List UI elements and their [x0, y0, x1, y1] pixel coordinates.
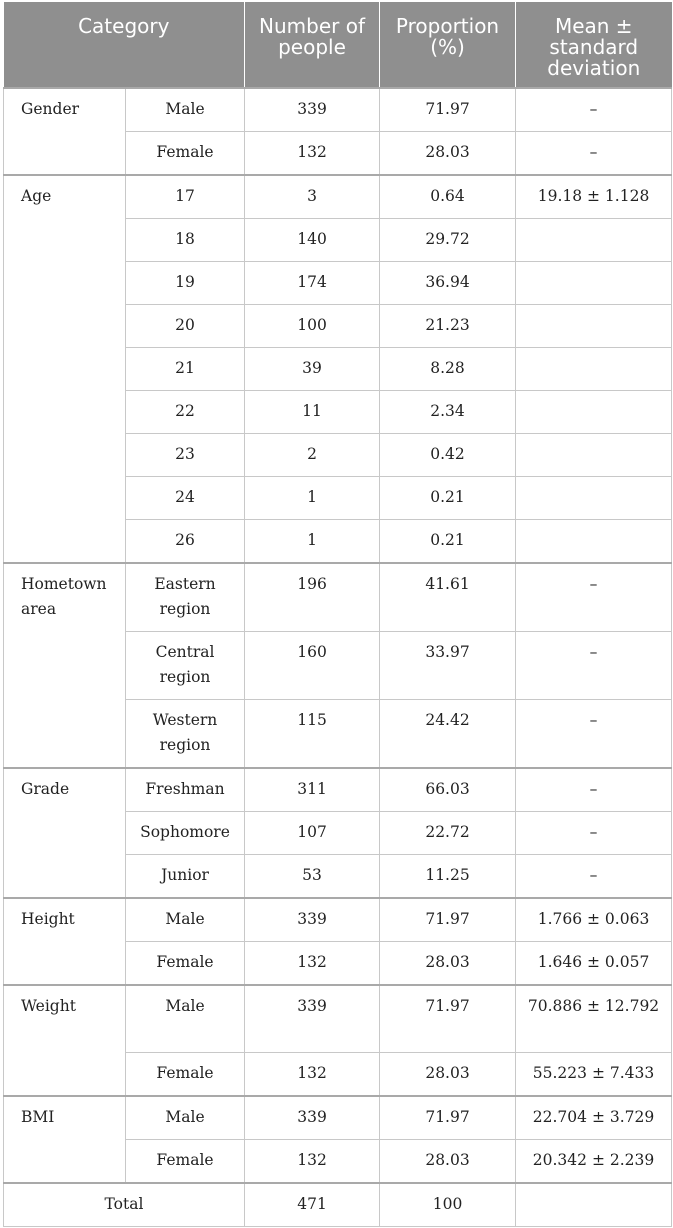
proportion-cell: 28.03: [380, 1139, 516, 1183]
proportion-cell: 24.42: [380, 700, 516, 769]
subcategory-cell: 26: [126, 520, 245, 564]
proportion-cell: 71.97: [380, 898, 516, 942]
table-row: [4, 898, 672, 942]
category-weight: Weight: [4, 985, 126, 1096]
subcategory-cell: Freshman: [126, 768, 245, 812]
mean-cell: [516, 391, 672, 434]
mean-cell: –: [516, 855, 672, 899]
subcategory-cell: Female: [126, 1139, 245, 1183]
subcategory-cell: 20: [126, 305, 245, 348]
proportion-cell: 21.23: [380, 305, 516, 348]
mean-cell: [516, 219, 672, 262]
subcategory-cell: Eastern region: [126, 563, 245, 632]
mean-cell: [516, 477, 672, 520]
proportion-cell: 41.61: [380, 563, 516, 632]
proportion-cell: 2.34: [380, 391, 516, 434]
table-row: [4, 985, 672, 1052]
subcategory-cell: Male: [126, 1096, 245, 1140]
subcategory-cell: Male: [126, 985, 245, 1052]
count-cell: 160: [245, 632, 380, 700]
mean-cell: [516, 520, 672, 564]
mean-cell: –: [516, 132, 672, 176]
table-row: [4, 563, 672, 632]
proportion-cell: 66.03: [380, 768, 516, 812]
count-cell: 140: [245, 219, 380, 262]
subcategory-cell: 19: [126, 262, 245, 305]
proportion-cell: 0.42: [380, 434, 516, 477]
proportion-cell: 8.28: [380, 348, 516, 391]
total-proportion: 100: [380, 1183, 516, 1227]
subcategory-cell: 17: [126, 175, 245, 219]
mean-cell: 1.766 ± 0.063: [516, 898, 672, 942]
mean-cell: [516, 305, 672, 348]
subcategory-cell: Central region: [126, 632, 245, 700]
count-cell: 196: [245, 563, 380, 632]
header-category: Category: [4, 2, 245, 88]
mean-cell: [516, 348, 672, 391]
mean-cell: 20.342 ± 2.239: [516, 1139, 672, 1183]
table-row: [4, 768, 672, 812]
total-label: Total: [4, 1183, 245, 1227]
count-cell: 132: [245, 132, 380, 176]
count-cell: 115: [245, 700, 380, 769]
mean-cell: –: [516, 88, 672, 132]
proportion-cell: 28.03: [380, 132, 516, 176]
mean-cell: –: [516, 812, 672, 855]
mean-cell: 1.646 ± 0.057: [516, 942, 672, 986]
mean-cell: –: [516, 632, 672, 700]
proportion-cell: 28.03: [380, 1052, 516, 1096]
count-cell: 53: [245, 855, 380, 899]
proportion-cell: 33.97: [380, 632, 516, 700]
proportion-cell: 22.72: [380, 812, 516, 855]
proportion-cell: 71.97: [380, 88, 516, 132]
mean-cell: 22.704 ± 3.729: [516, 1096, 672, 1140]
category-hometown: Hometown area: [4, 563, 126, 768]
proportion-cell: 71.97: [380, 1096, 516, 1140]
proportion-cell: 36.94: [380, 262, 516, 305]
subcategory-cell: Male: [126, 898, 245, 942]
demographics-table: [3, 2, 672, 1227]
count-cell: 1: [245, 477, 380, 520]
header-number: Number of people: [245, 2, 380, 88]
category-bmi: BMI: [4, 1096, 126, 1183]
proportion-cell: 0.21: [380, 477, 516, 520]
total-mean: [516, 1183, 672, 1227]
subcategory-cell: 18: [126, 219, 245, 262]
mean-cell: [516, 434, 672, 477]
mean-cell: 19.18 ± 1.128: [516, 175, 672, 219]
proportion-cell: 0.64: [380, 175, 516, 219]
subcategory-cell: Female: [126, 1052, 245, 1096]
category-age: Age: [4, 175, 126, 563]
mean-cell: –: [516, 563, 672, 632]
count-cell: 174: [245, 262, 380, 305]
mean-cell: 55.223 ± 7.433: [516, 1052, 672, 1096]
header-proportion: Proportion (%): [380, 2, 516, 88]
header-row: [4, 2, 672, 88]
count-cell: 107: [245, 812, 380, 855]
count-cell: 339: [245, 985, 380, 1052]
mean-cell: 70.886 ± 12.792: [516, 985, 672, 1052]
subcategory-cell: Female: [126, 942, 245, 986]
mean-cell: –: [516, 700, 672, 769]
count-cell: 339: [245, 898, 380, 942]
category-gender: Gender: [4, 88, 126, 175]
subcategory-cell: Junior: [126, 855, 245, 899]
mean-cell: –: [516, 768, 672, 812]
table-row: [4, 1096, 672, 1140]
count-cell: 132: [245, 1052, 380, 1096]
subcategory-cell: Male: [126, 88, 245, 132]
count-cell: 100: [245, 305, 380, 348]
proportion-cell: 28.03: [380, 942, 516, 986]
proportion-cell: 29.72: [380, 219, 516, 262]
count-cell: 3: [245, 175, 380, 219]
count-cell: 132: [245, 1139, 380, 1183]
subcategory-cell: Sophomore: [126, 812, 245, 855]
subcategory-cell: 24: [126, 477, 245, 520]
count-cell: 339: [245, 1096, 380, 1140]
table-row: [4, 175, 672, 219]
proportion-cell: 71.97: [380, 985, 516, 1052]
category-grade: Grade: [4, 768, 126, 898]
count-cell: 39: [245, 348, 380, 391]
total-row: [4, 1183, 672, 1227]
subcategory-cell: 23: [126, 434, 245, 477]
mean-cell: [516, 262, 672, 305]
count-cell: 132: [245, 942, 380, 986]
category-height: Height: [4, 898, 126, 985]
subcategory-cell: Western region: [126, 700, 245, 769]
total-count: 471: [245, 1183, 380, 1227]
count-cell: 2: [245, 434, 380, 477]
count-cell: 339: [245, 88, 380, 132]
subcategory-cell: 21: [126, 348, 245, 391]
subcategory-cell: 22: [126, 391, 245, 434]
subcategory-cell: Female: [126, 132, 245, 176]
count-cell: 11: [245, 391, 380, 434]
count-cell: 311: [245, 768, 380, 812]
proportion-cell: 0.21: [380, 520, 516, 564]
proportion-cell: 11.25: [380, 855, 516, 899]
count-cell: 1: [245, 520, 380, 564]
table-row: [4, 88, 672, 132]
header-mean: Mean ± standard deviation: [516, 2, 672, 88]
